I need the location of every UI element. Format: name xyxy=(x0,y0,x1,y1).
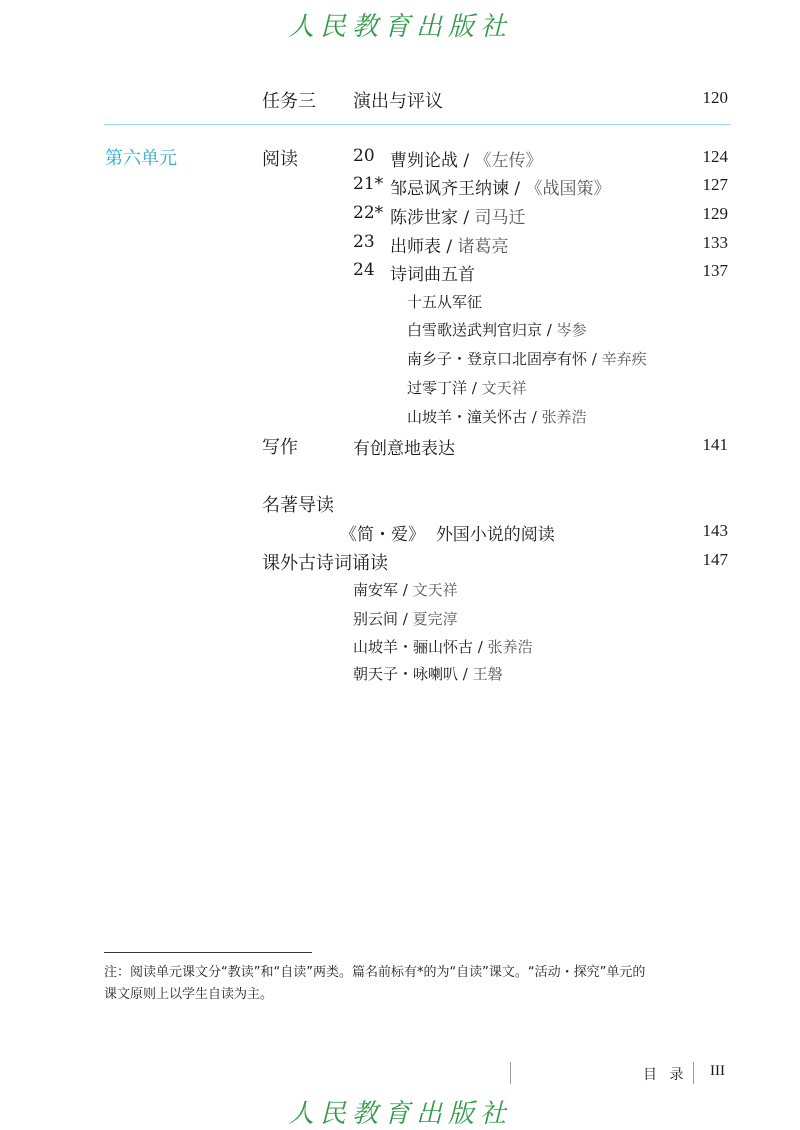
reading-item-author: 诸葛亮 xyxy=(457,237,509,257)
task-label: 任务三 xyxy=(262,91,316,112)
task-title[interactable]: 演出与评议 xyxy=(353,91,443,112)
writing-title[interactable]: 有创意地表达 xyxy=(353,439,455,459)
classics-subtitle: 外国小说的阅读 xyxy=(435,525,555,545)
extra-poem-title: 别云间 xyxy=(353,610,399,628)
poem-title: 南乡子・登京口北固亭有怀 xyxy=(407,350,588,368)
reading-item-num: 23 xyxy=(353,232,375,252)
extra-poem-author: 夏完淳 xyxy=(412,610,458,628)
reading-item-author: 《左传》 xyxy=(474,151,543,171)
reading-item-page: 127 xyxy=(702,175,728,194)
classics-label: 名著导读 xyxy=(262,495,334,516)
writing-page: 141 xyxy=(702,435,728,454)
poem-author: 文天祥 xyxy=(481,379,527,397)
unit-label: 第六单元 xyxy=(105,148,177,169)
reading-item-page: 137 xyxy=(702,261,728,280)
reading-item-title: 曹刿论战 xyxy=(390,151,458,171)
extra-poem-title: 朝天子・咏喇叭 xyxy=(353,665,459,683)
classics-entry[interactable] xyxy=(340,520,555,545)
reading-item-title: 邹忌讽齐王纳谏 xyxy=(390,179,509,199)
reading-item-num: 24 xyxy=(353,260,375,280)
reading-item[interactable]: 出师表 / 诸葛亮 xyxy=(390,237,509,257)
poem-author: 辛弃疾 xyxy=(601,350,647,368)
reading-item-page: 133 xyxy=(702,233,728,252)
classics-book: 《简・爱》 xyxy=(340,525,425,545)
extra-poem-title: 南安军 xyxy=(353,581,399,599)
extra-poem-item[interactable]: 朝天子・咏喇叭 / 王磐 xyxy=(353,665,503,683)
reading-item-page: 124 xyxy=(702,147,728,166)
publisher-logo-top: 人民教育出版社 xyxy=(287,12,512,42)
poem-author: 岑参 xyxy=(556,321,587,339)
reading-item-num: 22* xyxy=(353,203,384,223)
poem-author: 张养浩 xyxy=(541,408,587,426)
poem-item[interactable]: 山坡羊・潼关怀古 / 张养浩 xyxy=(407,408,587,426)
footer-section: 目 录 xyxy=(643,1067,688,1083)
poem-item[interactable] xyxy=(407,291,482,312)
poem-item[interactable]: 过零丁洋 / 文天祥 xyxy=(407,379,527,397)
reading-item[interactable]: 曹刿论战 / 《左传》 xyxy=(390,151,543,171)
extra-poems-page: 147 xyxy=(702,550,728,569)
extra-poem-author: 文天祥 xyxy=(412,581,458,599)
unit-divider xyxy=(104,124,730,125)
poem-title: 过零丁洋 xyxy=(407,379,468,397)
reading-item[interactable]: 邹忌讽齐王纳谏 / 《战国策》 xyxy=(390,179,611,199)
footnote-line: 课文原则上以学生自读为主。 xyxy=(104,987,274,1002)
reading-item[interactable] xyxy=(390,260,475,285)
poem-title: 山坡羊・潼关怀古 xyxy=(407,408,528,426)
publisher-logo-bottom: 人民教育出版社 xyxy=(287,1099,512,1129)
reading-item-title: 陈涉世家 xyxy=(390,208,458,228)
extra-poems-label[interactable]: 课外古诗词诵读 xyxy=(262,553,388,574)
poem-item[interactable]: 南乡子・登京口北固亭有怀 / 辛弃疾 xyxy=(407,350,647,368)
reading-item-author: 司马迁 xyxy=(474,208,526,228)
extra-poem-item[interactable]: 山坡羊・骊山怀古 / 张养浩 xyxy=(353,638,533,656)
footer-divider xyxy=(510,1062,511,1084)
page-number: III xyxy=(710,1063,725,1079)
footnote-line: 注：阅读单元课文分“教读”和“自读”两类。篇名前标有*的为“自读”课文。“活动・探究”单元的 xyxy=(104,965,646,980)
extra-poem-title: 山坡羊・骊山怀古 xyxy=(353,638,474,656)
reading-item[interactable]: 陈涉世家 / 司马迁 xyxy=(390,208,526,228)
extra-poem-author: 张养浩 xyxy=(487,638,533,656)
extra-poem-author: 王磐 xyxy=(472,665,503,683)
reading-item-num: 21* xyxy=(353,174,384,194)
footer-divider xyxy=(693,1062,694,1084)
reading-item-title: 诗词曲五首 xyxy=(390,265,475,285)
poem-item[interactable]: 白雪歌送武判官归京 / 岑参 xyxy=(407,321,587,339)
poem-title: 白雪歌送武判官归京 xyxy=(407,321,543,339)
footnote xyxy=(104,962,744,1006)
reading-item-author: 《战国策》 xyxy=(525,179,611,199)
extra-poem-item[interactable]: 别云间 / 夏完淳 xyxy=(353,610,458,628)
reading-item-num: 20 xyxy=(353,146,375,166)
reading-label: 阅读 xyxy=(262,149,298,170)
poem-title: 十五从军征 xyxy=(407,293,483,311)
task-page: 120 xyxy=(702,88,728,107)
reading-item-page: 129 xyxy=(702,204,728,223)
extra-poem-item[interactable]: 南安军 / 文天祥 xyxy=(353,581,458,599)
classics-page: 143 xyxy=(702,521,728,540)
reading-item-title: 出师表 xyxy=(390,237,441,257)
writing-label: 写作 xyxy=(262,437,298,458)
footnote-rule xyxy=(104,952,312,953)
